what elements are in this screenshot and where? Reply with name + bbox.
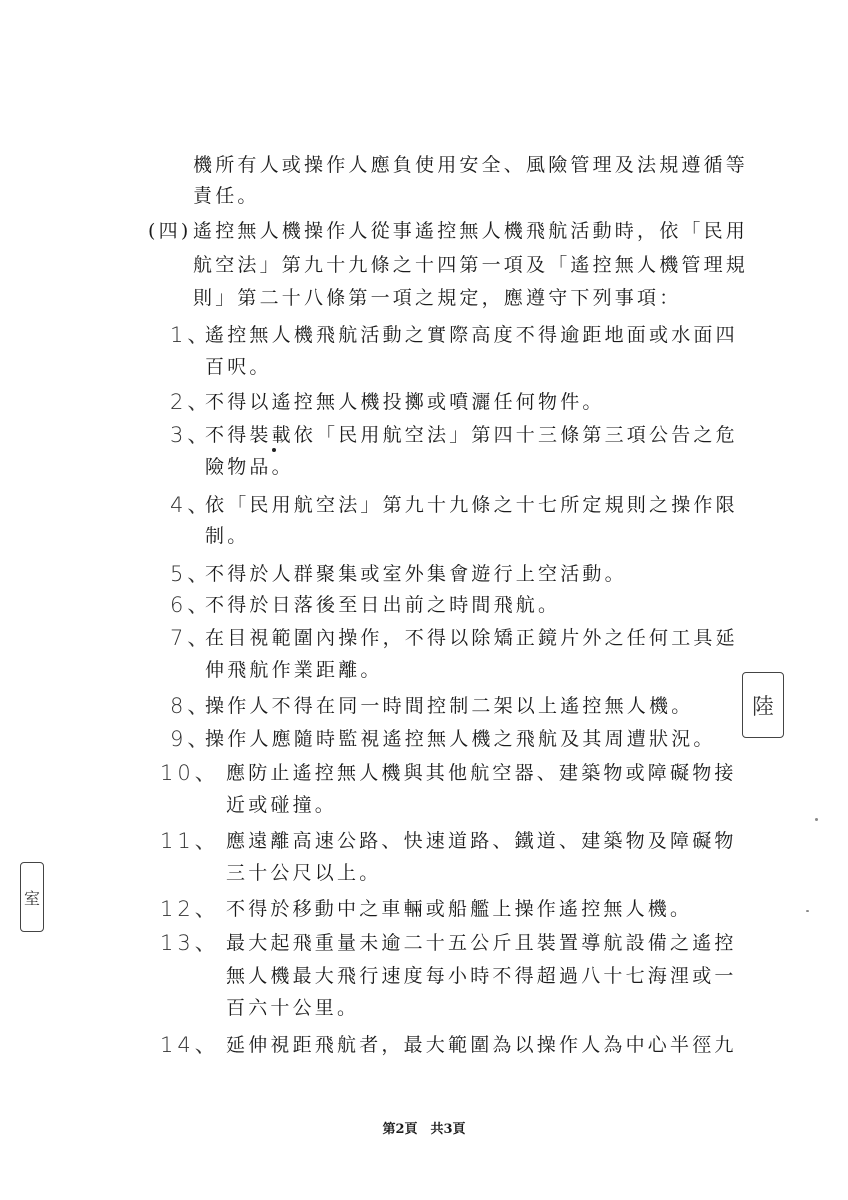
item-4-line-1: 依「民用航空法」第九十九條之十七所定規則之操作限 (205, 494, 738, 516)
item-11-line-2: 三十公尺以上。 (226, 862, 382, 884)
item-5-number: 5、 (170, 562, 213, 586)
item-13-number: 13、 (160, 931, 220, 955)
item-3-line-2: 險物品。 (205, 456, 294, 478)
scan-speck (815, 818, 818, 821)
section-line-3: 則」第二十八條第一項之規定，應遵守下列事項： (193, 287, 682, 309)
item-3-number: 3、 (170, 423, 213, 447)
item-3-line-1: 不得裝載依「民用航空法」第四十三條第三項公告之危 (205, 424, 738, 446)
item-7-line-1: 在目視範圍內操作，不得以除矯正鏡片外之任何工具延 (205, 627, 738, 649)
page-number-footer: 第2頁 共3頁 (382, 1122, 466, 1137)
item-13-line-2: 無人機最大飛行速度每小時不得超過八十七海浬或一 (226, 965, 737, 987)
item-12-line-1: 不得於移動中之車輛或船艦上操作遙控無人機。 (226, 898, 693, 920)
item-4-line-2: 制。 (205, 525, 250, 547)
intro-line-1: 機所有人或操作人應負使用安全、風險管理及法規遵循等 (193, 154, 749, 176)
item-13-line-3: 百六十公里。 (226, 997, 360, 1019)
item-11-line-1: 應遠離高速公路、快速道路、鐵道、建築物及障礙物 (226, 830, 737, 852)
margin-seal-left: 室 (20, 862, 44, 932)
item-8-line-1: 操作人不得在同一時間控制二架以上遙控無人機。 (205, 695, 694, 717)
scan-speck (806, 910, 809, 912)
item-7-number: 7、 (170, 626, 213, 650)
item-5-line-1: 不得於人群聚集或室外集會遊行上空活動。 (205, 563, 627, 585)
item-1-number: 1、 (170, 323, 213, 347)
item-6-line-1: 不得於日落後至日出前之時間飛航。 (205, 594, 561, 616)
margin-seal-right: 陸 (742, 672, 784, 738)
item-9-number: 9、 (170, 727, 213, 751)
item-6-number: 6、 (170, 593, 213, 617)
item-10-line-1: 應防止遙控無人機與其他航空器、建築物或障礙物接 (226, 762, 737, 784)
item-7-line-2: 伸飛航作業距離。 (205, 659, 383, 681)
section-marker: (四) (148, 220, 192, 242)
scan-speck (272, 448, 276, 452)
item-14-line-1: 延伸視距飛航者，最大範圍為以操作人為中心半徑九 (226, 1034, 737, 1056)
item-2-number: 2、 (170, 390, 213, 414)
item-14-number: 14、 (160, 1033, 220, 1057)
item-8-number: 8、 (170, 694, 213, 718)
item-10-line-2: 近或碰撞。 (226, 794, 338, 816)
section-line-1: 遙控無人機操作人從事遙控無人機飛航活動時，依「民用 (193, 220, 749, 242)
item-4-number: 4、 (170, 493, 213, 517)
item-1-line-2: 百呎。 (205, 356, 272, 378)
intro-line-2: 責任。 (193, 185, 260, 207)
item-11-number: 11、 (160, 829, 220, 853)
item-10-number: 10、 (160, 761, 220, 785)
item-2-line-1: 不得以遙控無人機投擲或噴灑任何物件。 (205, 391, 605, 413)
item-1-line-1: 遙控無人機飛航活動之實際高度不得逾距地面或水面四 (205, 324, 738, 346)
section-line-2: 航空法」第九十九條之十四第一項及「遙控無人機管理規 (193, 254, 749, 276)
item-13-line-1: 最大起飛重量未逾二十五公斤且裝置導航設備之遙控 (226, 932, 737, 954)
item-12-number: 12、 (160, 897, 220, 921)
item-9-line-1: 操作人應隨時監視遙控無人機之飛航及其周遭狀況。 (205, 728, 716, 750)
